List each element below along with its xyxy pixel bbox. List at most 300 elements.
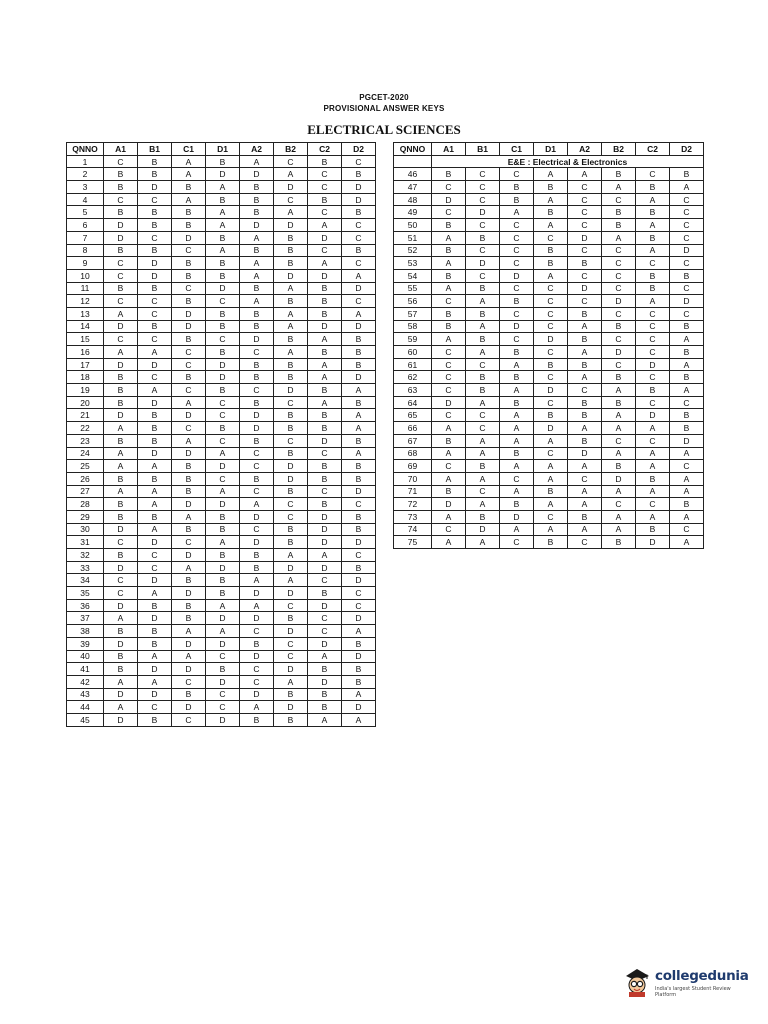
question-number-cell: 21 <box>67 409 104 422</box>
answer-cell: D <box>104 409 138 422</box>
answer-cell: A <box>500 523 534 536</box>
table-row <box>394 168 704 181</box>
table-row <box>67 675 376 688</box>
table-row <box>394 231 704 244</box>
answer-cell: A <box>534 168 568 181</box>
answer-cell: D <box>172 701 206 714</box>
answer-cell: A <box>240 257 274 270</box>
table-row <box>67 701 376 714</box>
answer-cell: D <box>240 587 274 600</box>
answer-cell: B <box>172 206 206 219</box>
answer-cell: B <box>240 637 274 650</box>
column-header-b2: B2 <box>274 143 308 156</box>
answer-cell: B <box>206 231 240 244</box>
question-number-cell: 38 <box>67 625 104 638</box>
answer-cell: D <box>172 587 206 600</box>
answer-cell: D <box>172 320 206 333</box>
answer-cell: D <box>104 688 138 701</box>
answer-cell: B <box>138 168 172 181</box>
answer-cell: C <box>568 295 602 308</box>
answer-cell: B <box>274 257 308 270</box>
table-row <box>67 510 376 523</box>
answer-cell: D <box>342 193 376 206</box>
table-header-row <box>394 143 704 156</box>
answer-cell: B <box>206 320 240 333</box>
answer-cell: C <box>534 510 568 523</box>
answer-cell: A <box>466 498 500 511</box>
answer-cell: A <box>568 498 602 511</box>
answer-cell: C <box>172 244 206 257</box>
answer-cell: B <box>206 307 240 320</box>
answer-cell: C <box>500 333 534 346</box>
answer-cell: A <box>602 485 636 498</box>
answer-cell: C <box>670 460 704 473</box>
answer-cell: B <box>206 422 240 435</box>
table-row <box>394 269 704 282</box>
answer-cell: C <box>172 358 206 371</box>
answer-cell: D <box>308 434 342 447</box>
answer-cell: D <box>172 498 206 511</box>
answer-cell: A <box>274 675 308 688</box>
collegedunia-mascot-icon <box>623 967 651 997</box>
answer-cell: B <box>240 561 274 574</box>
answer-cell: B <box>240 434 274 447</box>
table-row <box>67 713 376 726</box>
exam-name: PGCET-2020 <box>359 93 409 102</box>
answer-cell: C <box>240 663 274 676</box>
answer-cell: D <box>172 447 206 460</box>
answer-cell: D <box>206 612 240 625</box>
answer-cell: A <box>534 434 568 447</box>
answer-cell: B <box>308 295 342 308</box>
column-header-b1: B1 <box>466 143 500 156</box>
answer-cell: D <box>240 612 274 625</box>
answer-cell: B <box>240 307 274 320</box>
answer-cell: A <box>342 384 376 397</box>
answer-cell: D <box>308 536 342 549</box>
answer-key-table-left <box>66 142 376 727</box>
answer-cell: A <box>670 358 704 371</box>
question-number-cell: 63 <box>394 384 432 397</box>
answer-cell: C <box>636 307 670 320</box>
table-row <box>67 561 376 574</box>
answer-cell: D <box>104 637 138 650</box>
answer-cell: D <box>206 371 240 384</box>
answer-cell: C <box>240 384 274 397</box>
answer-cell: A <box>670 485 704 498</box>
answer-cell: D <box>138 396 172 409</box>
answer-cell: A <box>172 396 206 409</box>
answer-cell: A <box>568 371 602 384</box>
collegedunia-logo <box>623 965 753 1001</box>
answer-cell: C <box>534 282 568 295</box>
answer-cell: C <box>466 219 500 232</box>
table-row <box>67 472 376 485</box>
answer-cell: A <box>172 155 206 168</box>
answer-cell: B <box>308 155 342 168</box>
answer-cell: B <box>342 244 376 257</box>
answer-cell: A <box>636 193 670 206</box>
answer-cell: C <box>138 333 172 346</box>
answer-cell: B <box>534 485 568 498</box>
answer-cell: B <box>308 409 342 422</box>
answer-cell: C <box>104 269 138 282</box>
answer-cell: B <box>104 181 138 194</box>
answer-cell: D <box>206 675 240 688</box>
answer-cell: B <box>240 713 274 726</box>
answer-cell: C <box>172 346 206 359</box>
answer-cell: D <box>206 358 240 371</box>
answer-cell: A <box>432 231 466 244</box>
answer-cell: A <box>172 434 206 447</box>
answer-cell: B <box>342 396 376 409</box>
answer-cell: B <box>274 688 308 701</box>
answer-cell: A <box>308 257 342 270</box>
answer-cell: A <box>240 155 274 168</box>
answer-cell: A <box>308 371 342 384</box>
question-number-cell: 68 <box>394 447 432 460</box>
answer-cell: D <box>308 269 342 282</box>
question-number-cell: 12 <box>67 295 104 308</box>
answer-cell: C <box>500 282 534 295</box>
answer-cell: D <box>342 181 376 194</box>
answer-cell: B <box>240 193 274 206</box>
answer-cell: C <box>670 257 704 270</box>
question-number-cell: 10 <box>67 269 104 282</box>
answer-cell: B <box>466 384 500 397</box>
answer-cell: C <box>670 282 704 295</box>
answer-cell: B <box>138 282 172 295</box>
answer-cell: B <box>274 295 308 308</box>
question-number-cell: 3 <box>67 181 104 194</box>
answer-cell: C <box>172 384 206 397</box>
answer-cell: C <box>308 574 342 587</box>
question-number-cell: 37 <box>67 612 104 625</box>
answer-cell: A <box>206 485 240 498</box>
answer-cell: D <box>636 358 670 371</box>
answer-cell: C <box>466 193 500 206</box>
answer-cell: C <box>602 434 636 447</box>
answer-cell: B <box>104 498 138 511</box>
question-number-cell: 72 <box>394 498 432 511</box>
table-row <box>394 384 704 397</box>
question-number-cell: 6 <box>67 219 104 232</box>
answer-cell: A <box>568 346 602 359</box>
answer-cell: A <box>138 587 172 600</box>
answer-cell: D <box>534 333 568 346</box>
answer-cell: B <box>240 371 274 384</box>
answer-cell: C <box>466 485 500 498</box>
question-number-cell: 30 <box>67 523 104 536</box>
answer-cell: B <box>274 422 308 435</box>
answer-cell: B <box>342 637 376 650</box>
answer-cell: B <box>308 422 342 435</box>
table-row <box>67 358 376 371</box>
answer-cell: B <box>172 257 206 270</box>
answer-cell: D <box>308 510 342 523</box>
answer-cell: B <box>104 434 138 447</box>
answer-cell: A <box>466 320 500 333</box>
question-number-cell: 33 <box>67 561 104 574</box>
answer-cell: A <box>670 510 704 523</box>
answer-cell: A <box>534 472 568 485</box>
answer-cell: A <box>432 422 466 435</box>
answer-cell: C <box>432 206 466 219</box>
answer-cell: B <box>534 206 568 219</box>
answer-cell: A <box>274 307 308 320</box>
answer-cell: A <box>104 701 138 714</box>
answer-cell: D <box>274 663 308 676</box>
answer-cell: C <box>138 561 172 574</box>
answer-cell: B <box>308 663 342 676</box>
table-row <box>67 206 376 219</box>
empty-cell <box>394 155 432 168</box>
answer-cell: A <box>138 346 172 359</box>
answer-cell: D <box>206 168 240 181</box>
answer-cell: C <box>104 295 138 308</box>
answer-cell: A <box>534 460 568 473</box>
answer-cell: B <box>308 193 342 206</box>
answer-cell: C <box>104 193 138 206</box>
table-row <box>67 193 376 206</box>
question-number-cell: 70 <box>394 472 432 485</box>
answer-cell: C <box>670 396 704 409</box>
answer-cell: C <box>534 371 568 384</box>
answer-cell: B <box>308 498 342 511</box>
answer-cell: C <box>432 460 466 473</box>
answer-cell: D <box>206 282 240 295</box>
answer-cell: C <box>240 346 274 359</box>
answer-cell: A <box>500 384 534 397</box>
table-row <box>394 498 704 511</box>
answer-cell: A <box>240 269 274 282</box>
page-title: ELECTRICAL SCIENCES <box>307 122 461 137</box>
question-number-cell: 28 <box>67 498 104 511</box>
answer-cell: B <box>568 307 602 320</box>
answer-cell: B <box>240 282 274 295</box>
question-number-cell: 11 <box>67 282 104 295</box>
answer-cell: A <box>432 333 466 346</box>
answer-cell: C <box>240 460 274 473</box>
answer-cell: B <box>602 320 636 333</box>
answer-cell: A <box>172 650 206 663</box>
answer-cell: B <box>568 434 602 447</box>
answer-cell: D <box>138 447 172 460</box>
answer-cell: B <box>636 181 670 194</box>
question-number-cell: 71 <box>394 485 432 498</box>
table-row <box>67 549 376 562</box>
answer-cell: A <box>602 447 636 460</box>
question-number-cell: 55 <box>394 282 432 295</box>
question-number-cell: 44 <box>67 701 104 714</box>
question-number-cell: 50 <box>394 219 432 232</box>
table-row <box>394 295 704 308</box>
answer-cell: A <box>104 447 138 460</box>
answer-cell: C <box>466 168 500 181</box>
answer-cell: B <box>466 333 500 346</box>
answer-cell: A <box>274 320 308 333</box>
answer-cell: B <box>274 244 308 257</box>
answer-cell: B <box>206 523 240 536</box>
question-number-cell: 22 <box>67 422 104 435</box>
answer-cell: B <box>670 371 704 384</box>
answer-cell: B <box>342 472 376 485</box>
answer-cell: C <box>636 168 670 181</box>
answer-cell: D <box>274 269 308 282</box>
question-number-cell: 46 <box>394 168 432 181</box>
answer-cell: C <box>500 244 534 257</box>
answer-cell: B <box>274 447 308 460</box>
answer-cell: A <box>206 181 240 194</box>
answer-cell: B <box>104 396 138 409</box>
answer-cell: A <box>602 510 636 523</box>
table-row <box>67 269 376 282</box>
answer-cell: A <box>500 485 534 498</box>
question-number-cell: 26 <box>67 472 104 485</box>
answer-cell: D <box>602 346 636 359</box>
column-header-b2: B2 <box>602 143 636 156</box>
answer-cell: B <box>172 219 206 232</box>
answer-cell: A <box>568 485 602 498</box>
answer-cell: C <box>670 231 704 244</box>
answer-cell: D <box>274 384 308 397</box>
answer-cell: D <box>172 307 206 320</box>
answer-cell: B <box>274 536 308 549</box>
answer-cell: D <box>206 498 240 511</box>
answer-cell: A <box>172 168 206 181</box>
answer-cell: A <box>240 574 274 587</box>
answer-cell: B <box>466 371 500 384</box>
answer-cell: D <box>342 701 376 714</box>
answer-cell: C <box>534 320 568 333</box>
answer-cell: C <box>670 307 704 320</box>
question-number-cell: 47 <box>394 181 432 194</box>
answer-cell: C <box>240 523 274 536</box>
answer-cell: A <box>500 434 534 447</box>
answer-cell: A <box>308 650 342 663</box>
answer-cell: A <box>172 625 206 638</box>
answer-cell: C <box>206 688 240 701</box>
question-number-cell: 52 <box>394 244 432 257</box>
answer-cell: B <box>206 574 240 587</box>
answer-cell: B <box>274 231 308 244</box>
answer-cell: A <box>636 510 670 523</box>
answer-cell: D <box>636 409 670 422</box>
table-row <box>67 688 376 701</box>
question-number-cell: 36 <box>67 599 104 612</box>
question-number-cell: 4 <box>67 193 104 206</box>
column-header-d1: D1 <box>534 143 568 156</box>
table-row <box>394 206 704 219</box>
table-row <box>394 371 704 384</box>
answer-cell: D <box>274 587 308 600</box>
answer-cell: D <box>104 523 138 536</box>
table-row <box>67 663 376 676</box>
brand-tagline: India's largest Student Review Platform <box>655 986 731 998</box>
table-row <box>67 384 376 397</box>
answer-cell: A <box>138 384 172 397</box>
answer-cell: D <box>138 612 172 625</box>
table-row <box>67 523 376 536</box>
question-number-cell: 59 <box>394 333 432 346</box>
answer-cell: A <box>308 549 342 562</box>
answer-cell: D <box>138 663 172 676</box>
answer-cell: B <box>500 346 534 359</box>
answer-cell: C <box>602 193 636 206</box>
answer-cell: D <box>104 561 138 574</box>
answer-cell: D <box>342 282 376 295</box>
answer-cell: D <box>240 688 274 701</box>
question-number-cell: 56 <box>394 295 432 308</box>
question-number-cell: 8 <box>67 244 104 257</box>
answer-cell: A <box>568 422 602 435</box>
answer-cell: D <box>206 713 240 726</box>
answer-cell: C <box>602 358 636 371</box>
answer-cell: C <box>466 244 500 257</box>
question-number-cell: 39 <box>67 637 104 650</box>
answer-cell: B <box>240 396 274 409</box>
table-row <box>67 168 376 181</box>
answer-cell: B <box>308 307 342 320</box>
answer-cell: B <box>172 371 206 384</box>
answer-cell: A <box>342 422 376 435</box>
table-row <box>394 358 704 371</box>
answer-cell: B <box>342 460 376 473</box>
answer-cell: D <box>138 358 172 371</box>
answer-cell: D <box>240 422 274 435</box>
answer-cell: B <box>104 625 138 638</box>
answer-cell: C <box>172 422 206 435</box>
column-header-a2: A2 <box>568 143 602 156</box>
answer-cell: C <box>342 295 376 308</box>
answer-cell: A <box>342 713 376 726</box>
answer-cell: D <box>172 231 206 244</box>
table-row <box>394 282 704 295</box>
answer-cell: B <box>466 460 500 473</box>
answer-cell: B <box>534 257 568 270</box>
answer-cell: B <box>206 587 240 600</box>
table-row <box>67 612 376 625</box>
table-row <box>67 599 376 612</box>
answer-cell: B <box>274 333 308 346</box>
answer-cell: D <box>308 675 342 688</box>
answer-cell: C <box>274 637 308 650</box>
answer-cell: D <box>342 612 376 625</box>
answer-cell: C <box>568 244 602 257</box>
question-number-cell: 65 <box>394 409 432 422</box>
table-row <box>394 485 704 498</box>
answer-cell: B <box>534 358 568 371</box>
answer-cell: C <box>432 409 466 422</box>
table-row <box>67 231 376 244</box>
answer-cell: B <box>206 257 240 270</box>
answer-cell: D <box>342 371 376 384</box>
answer-cell: B <box>342 206 376 219</box>
answer-cell: C <box>274 396 308 409</box>
answer-cell: B <box>206 193 240 206</box>
answer-cell: C <box>432 295 466 308</box>
question-number-cell: 29 <box>67 510 104 523</box>
answer-cell: D <box>342 485 376 498</box>
table-row <box>394 510 704 523</box>
question-number-cell: 5 <box>67 206 104 219</box>
answer-cell: B <box>172 485 206 498</box>
answer-cell: B <box>308 688 342 701</box>
answer-cell: C <box>206 472 240 485</box>
answer-cell: B <box>670 498 704 511</box>
table-row <box>67 637 376 650</box>
answer-cell: A <box>568 320 602 333</box>
